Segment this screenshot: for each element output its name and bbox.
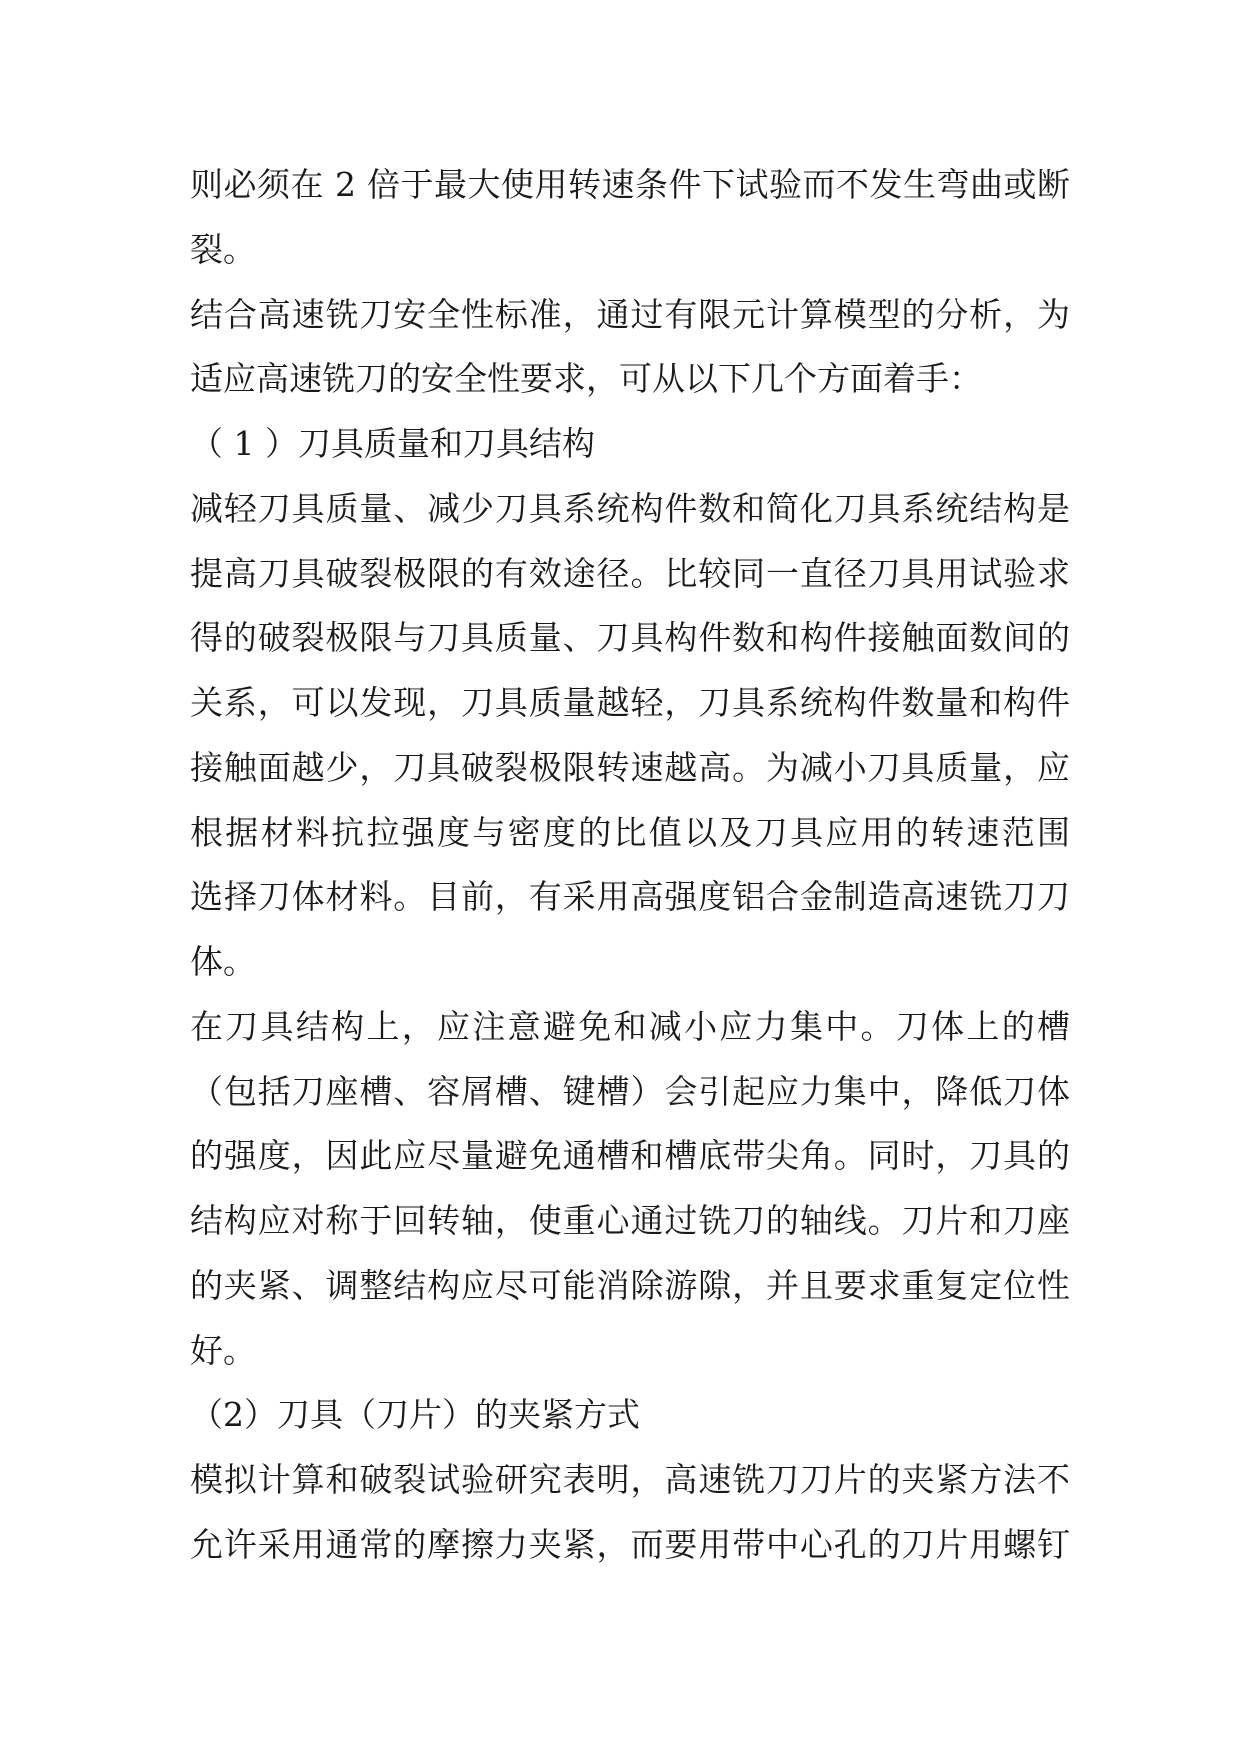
text-line: 结合高速铣刀安全性标准，通过有限元计算模型的分析，为	[190, 295, 1070, 334]
text-line: 好。	[190, 1331, 256, 1370]
text-line: 根据材料抗拉强度与密度的比值以及刀具应用的转速范围	[190, 813, 1070, 852]
text-line: 裂。	[190, 230, 256, 269]
text-line: 得的破裂极限与刀具质量、刀具构件数和构件接触面数间的	[190, 618, 1070, 657]
text-line: 关系，可以发现，刀具质量越轻，刀具系统构件数量和构件	[190, 683, 1070, 722]
text-line: 允许采用通常的摩擦力夹紧，而要用带中心孔的刀片用螺钉	[190, 1525, 1070, 1564]
section-heading: （ 1 ）刀具质量和刀具结构	[190, 424, 595, 463]
text-line: 则必须在 2 倍于最大使用转速条件下试验而不发生弯曲或断	[190, 165, 1070, 204]
text-line: 模拟计算和破裂试验研究表明，高速铣刀刀片的夹紧方法不	[190, 1460, 1070, 1499]
text-line: 适应高速铣刀的安全性要求，可从以下几个方面着手：	[190, 359, 982, 398]
text-line: 结构应对称于回转轴，使重心通过铣刀的轴线。刀片和刀座	[190, 1201, 1070, 1240]
text-line: 提高刀具破裂极限的有效途径。比较同一直径刀具用试验求	[190, 554, 1070, 593]
text-line: 的强度，因此应尽量避免通槽和槽底带尖角。同时，刀具的	[190, 1136, 1070, 1175]
text-line: 选择刀体材料。目前，有采用高强度铝合金制造高速铣刀刀	[190, 877, 1070, 916]
text-line: 体。	[190, 942, 256, 981]
text-line: 在刀具结构上，应注意避免和减小应力集中。刀体上的槽	[190, 1007, 1070, 1046]
text-line: 接触面越少，刀具破裂极限转速越高。为减小刀具质量，应	[190, 748, 1070, 787]
text-line: 减轻刀具质量、减少刀具系统构件数和简化刀具系统结构是	[190, 489, 1070, 528]
section-heading: （2）刀具（刀片）的夹紧方式	[190, 1395, 640, 1434]
text-line: （包括刀座槽、容屑槽、键槽）会引起应力集中，降低刀体	[190, 1072, 1070, 1111]
text-line: 的夹紧、调整结构应尽可能消除游隙，并且要求重复定位性	[190, 1266, 1070, 1305]
